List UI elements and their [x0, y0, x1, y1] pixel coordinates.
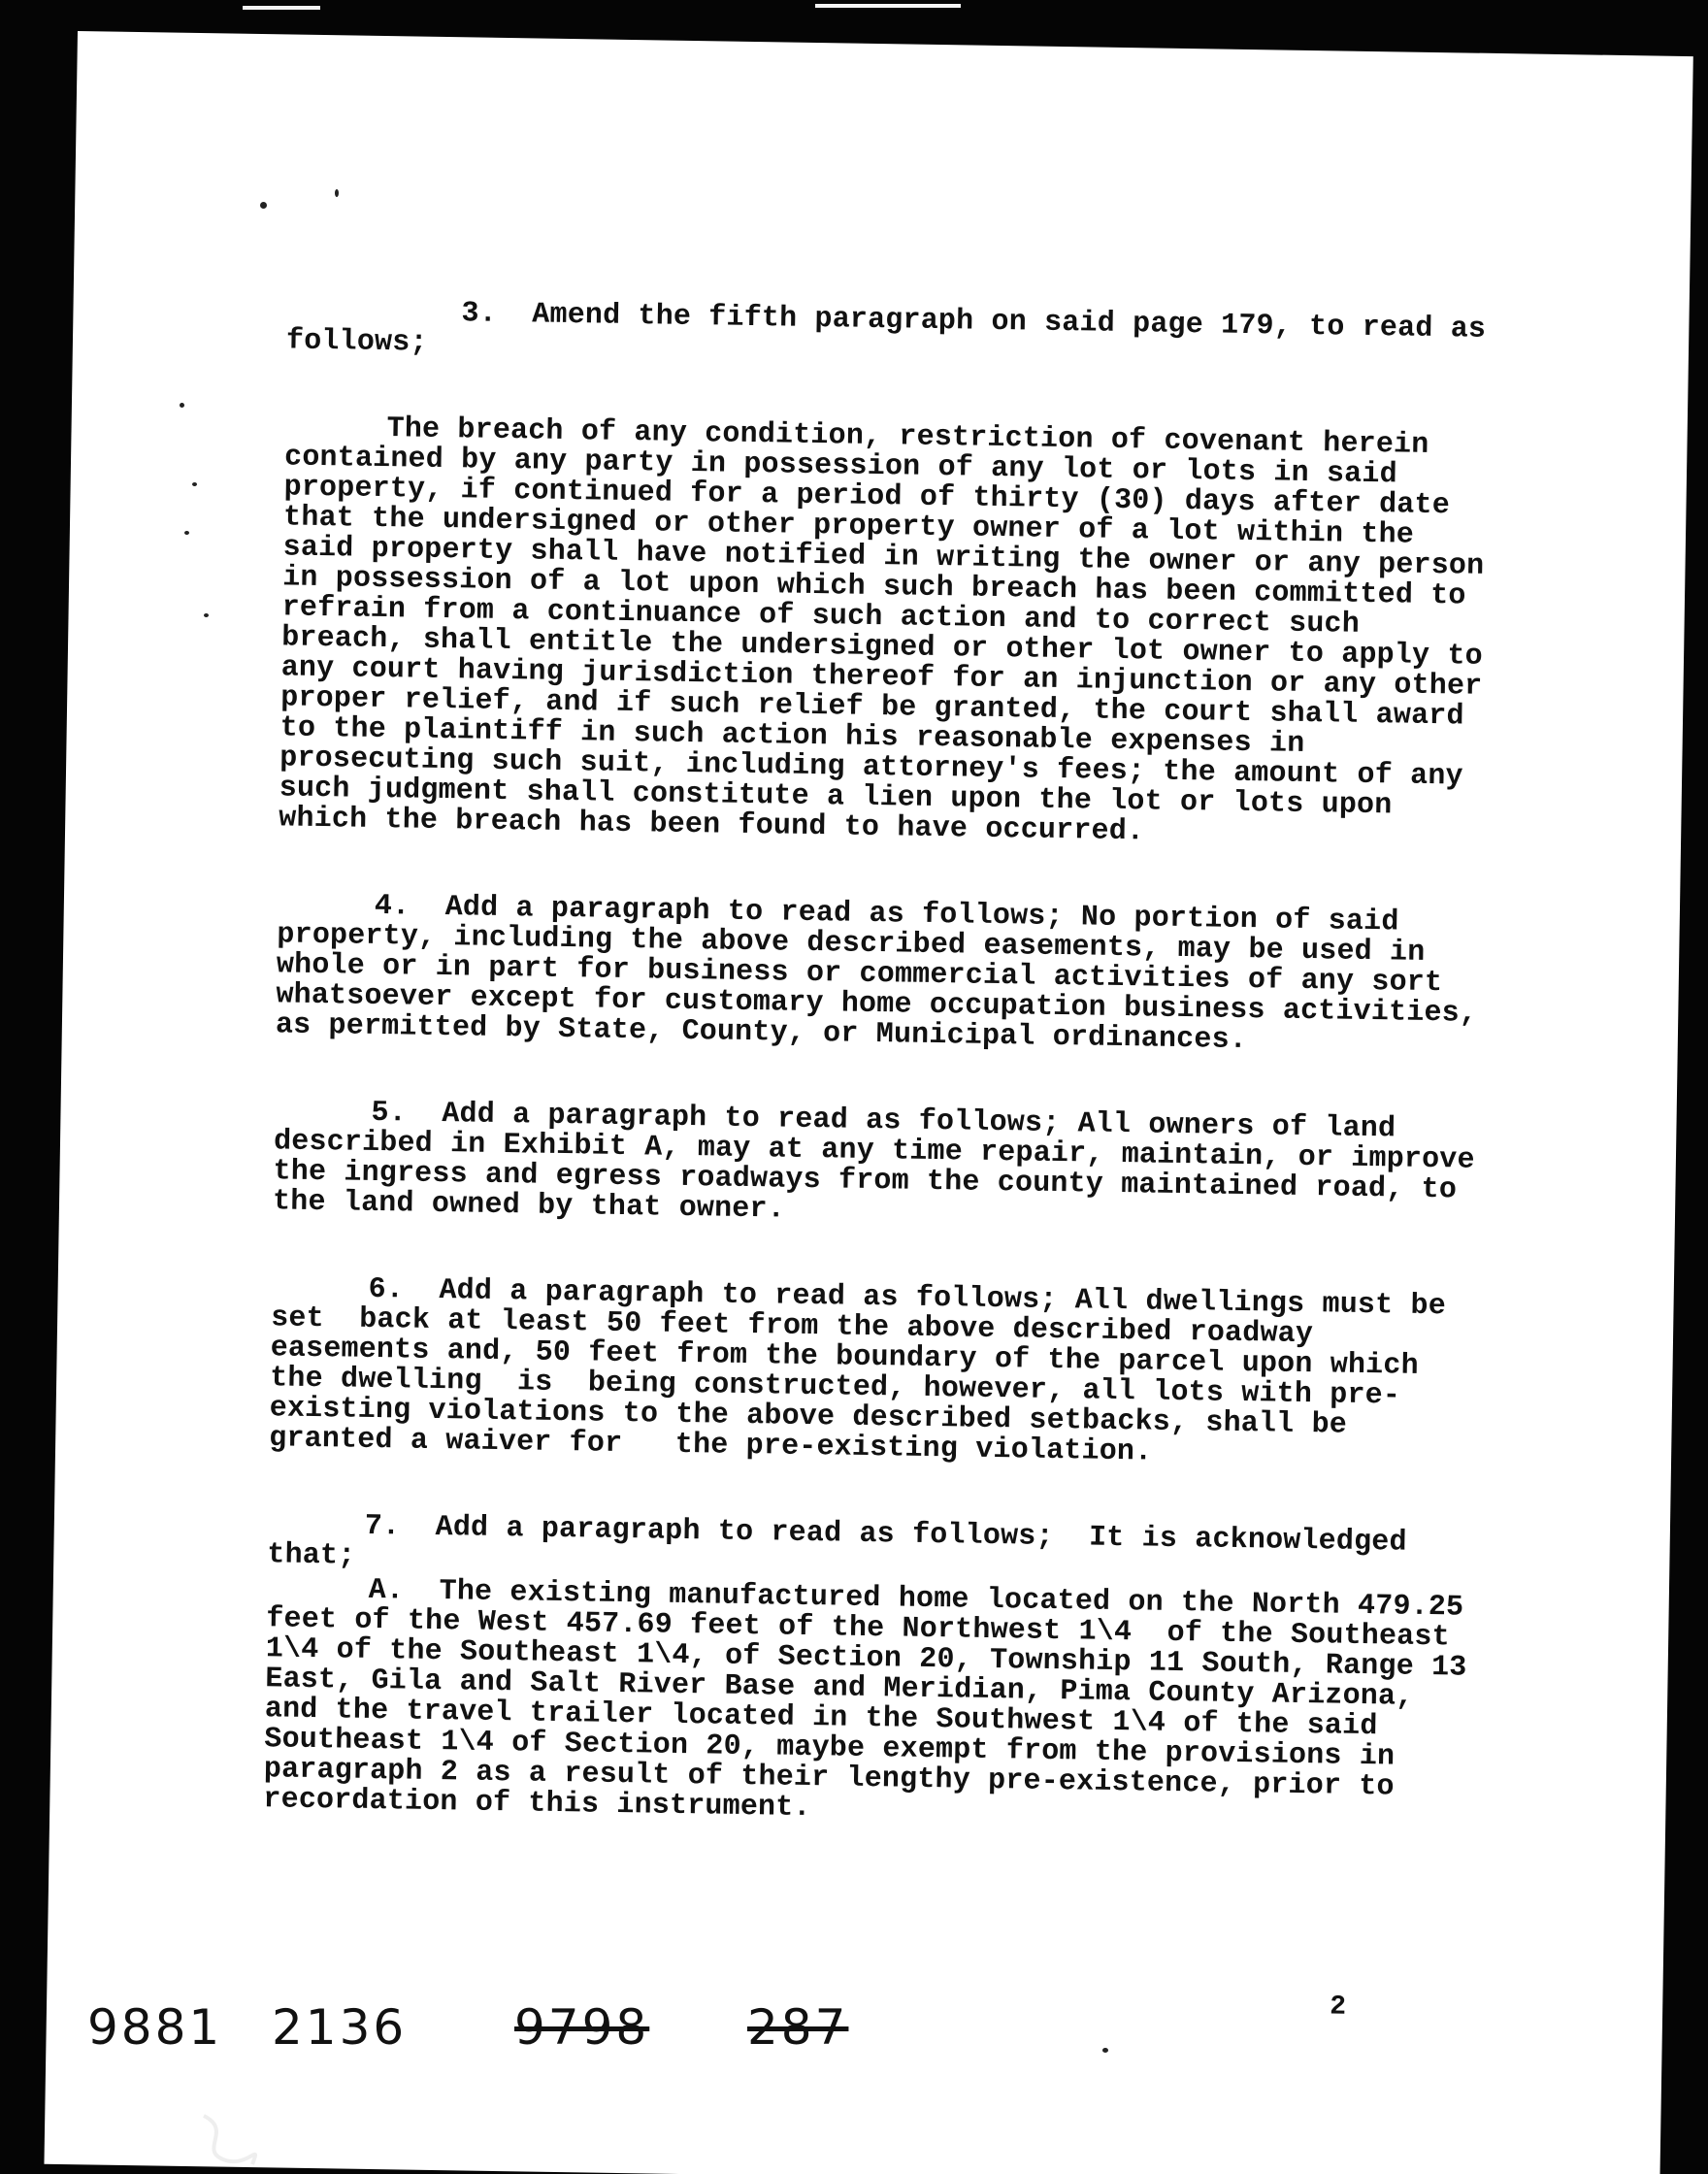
- scan-speck: [180, 403, 184, 408]
- scan-mark: [243, 6, 320, 10]
- paragraph-3-heading: 3. Amend the fifth paragraph on said page 179, to read as follows;: [285, 297, 1504, 360]
- paragraph-4: 4. Add a paragraph to read as follows; No portion of said property, including the above described easements, may be used in whole or in part for business or commercial activities of any sort whatsoever except for customary home occupation business activities, as permitted by State, County, or Municipal ordinances.: [275, 889, 1495, 1058]
- page-number: 2: [1329, 1992, 1347, 2023]
- paper-sheet: [44, 31, 1692, 2174]
- struck-docket: 9798: [514, 1999, 650, 2056]
- recording-page: 2136: [272, 1999, 408, 2056]
- scan-mark: [815, 4, 961, 8]
- paragraph-3-body: The breach of any condition, restriction of covenant herein contained by any party in possession of any lot or lots in said property, if continued for a period of thirty (30) days after date that the undersigned or other property owner of a lot within the said property shall have notified in writing the owner or any person in possession of a lot upon which such breach has been committed to refrain from a continuance of such action and to correct such breach, shall entitle the undersigned or other lot owner to apply to any court having jurisdiction thereof for an injunction or any other proper relief, and if such relief be granted, the court shall award to the plaintiff in such action his reasonable expenses in prosecuting such suit, including attorney's fees; the amount of any such judgment shall constitute a lien upon the lot or lots upon which the breach has been found to have occurred.: [279, 412, 1502, 849]
- scan-speck: [184, 531, 189, 535]
- paragraph-6: 6. Add a paragraph to read as follows; All dwellings must be set back at least 50 feet from the above described roadway easements and, 50 feet from the boundary of the parcel upon which the dwelling is being constructed, however, all lots with pre-existing violations to the above described setbacks, shall be granted a waiver for the pre-existing violation.: [268, 1272, 1464, 1469]
- recording-docket: 9881: [87, 1999, 223, 2056]
- struck-page: 287: [747, 1999, 849, 2056]
- document-body: [262, 296, 1504, 1890]
- paragraph-7a: A. The existing manufactured home located on the North 479.25 feet of the West 457.69 feet of the Northwest 1\4 of the Southeast 1\4 of the Southeast 1\4, of Section 20, Township 11 South, Range 13 East, Gila and Salt River Base and Meridian, Pima County Arizona, and the travel trailer located in the Southwest 1\4 of the said Southeast 1\4 of Section 20, maybe exempt from the provisions in paragraph 2 as a result of their lengthy pre-existence, prior to recordation of this instrument.: [263, 1573, 1485, 1826]
- paragraph-7: 7. Add a paragraph to read as follows; It is acknowledged that;: [267, 1509, 1426, 1573]
- scan-speck: [260, 202, 267, 209]
- pen-scrawl: [194, 2111, 281, 2169]
- scan-speck: [335, 189, 339, 197]
- scan-speck: [204, 613, 209, 617]
- scan-speck: [192, 482, 197, 486]
- paragraph-5: 5. Add a paragraph to read as follows; All owners of land described in Exhibit A, may at any time repair, maintain, or improve the ingress and egress roadways from the county maintained road, to the land owned by that owner.: [272, 1096, 1494, 1227]
- scan-speck: [1102, 2048, 1108, 2053]
